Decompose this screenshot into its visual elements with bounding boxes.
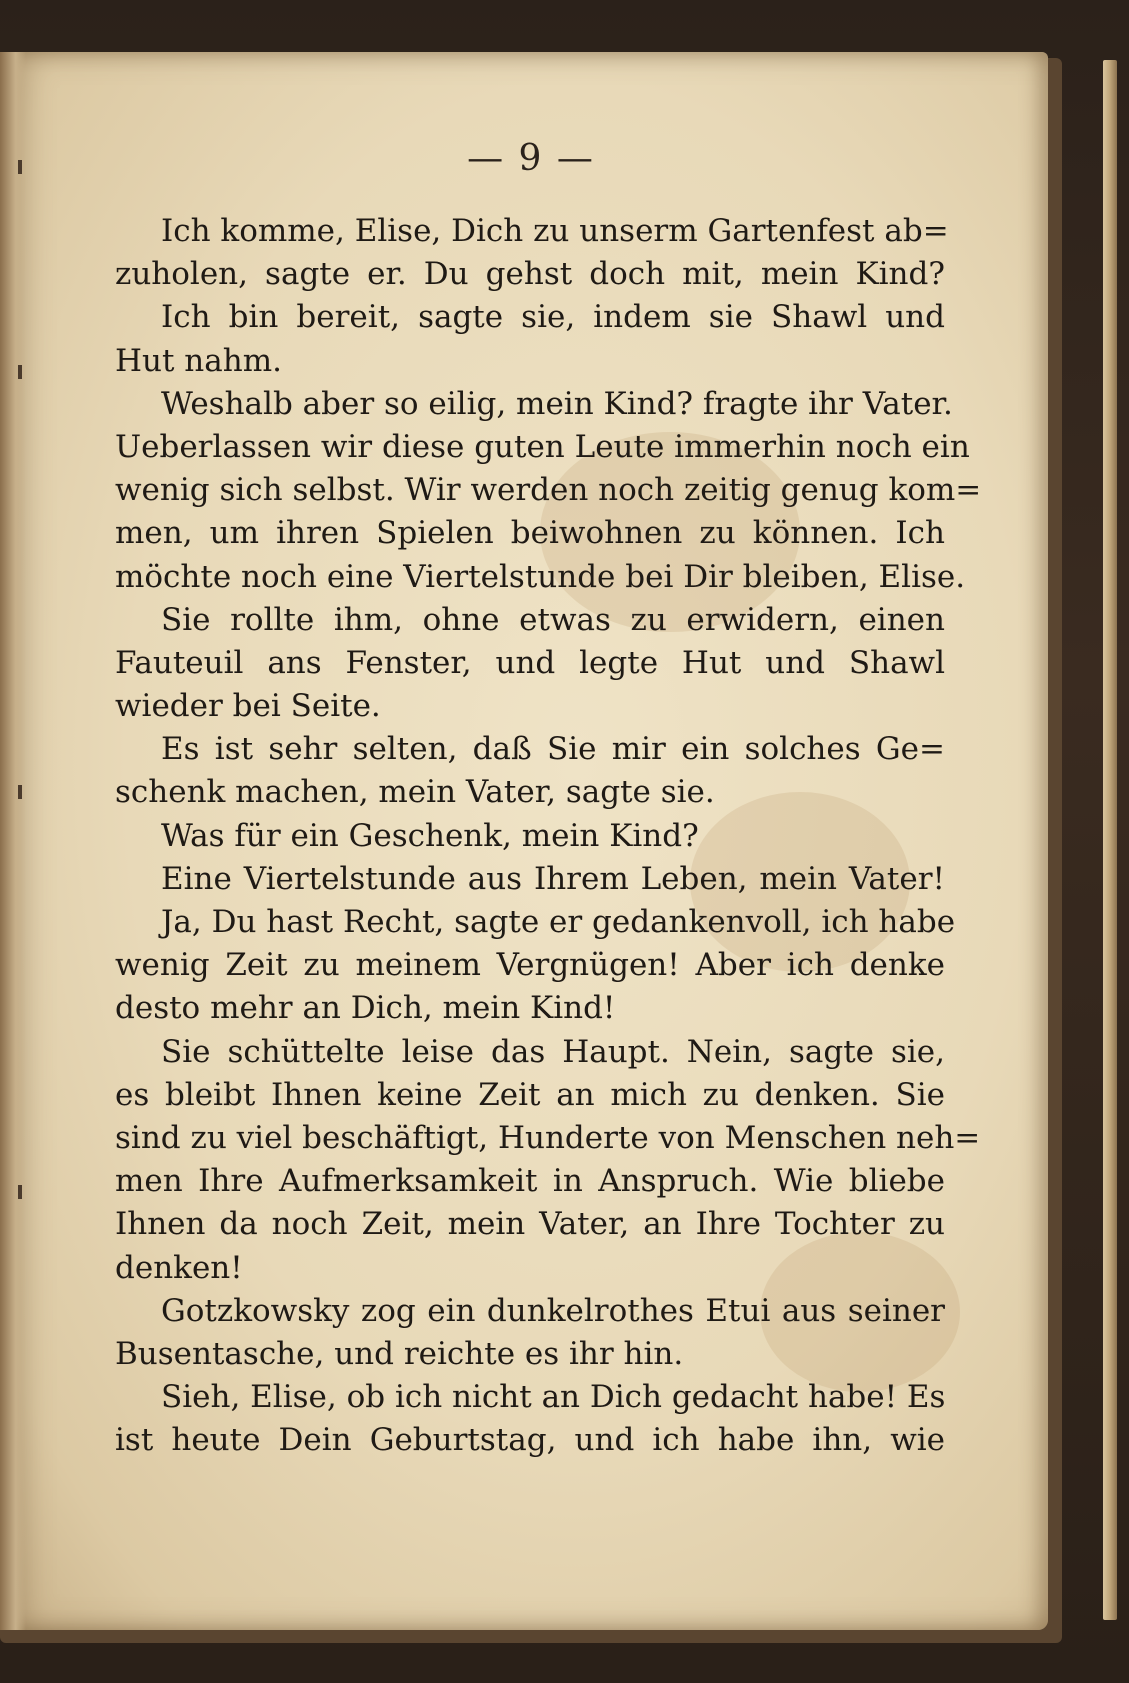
binding-mark (18, 1185, 22, 1199)
text-line: wenig sich selbst. Wir werden noch zeitig genug kom= (115, 472, 982, 509)
text-line: schenk machen, mein Vater, sagte sie. (115, 774, 715, 811)
text-line: Ich komme, Elise, Dich zu unserm Gartenfest ab= (161, 213, 949, 249)
text-line: desto mehr an Dich, mein Kind! (115, 990, 616, 1027)
text-line: ist heute Dein Geburtstag, und ich habe ihn, wie (115, 1422, 945, 1459)
text-line: wenig Zeit zu meinem Vergnügen! Aber ich denke (115, 947, 945, 984)
text-line: Ihnen da noch Zeit, mein Vater, an Ihre Tochter zu (115, 1206, 945, 1243)
text-line: Was für ein Geschenk, mein Kind? (161, 817, 699, 854)
text-line: wieder bei Seite. (115, 688, 381, 725)
text-line: Ueberlassen wir diese guten Leute immerhin noch ein (115, 428, 970, 465)
text-line: Es ist sehr selten, daß Sie mir ein solches Ge= (161, 731, 945, 768)
page-edge (1103, 60, 1117, 1620)
text-line: men, um ihren Spielen beiwohnen zu können. Ich (115, 515, 945, 552)
page-gutter (0, 52, 26, 1630)
text-line: Ja, Du hast Recht, sagte er gedankenvoll, ich habe (161, 904, 956, 940)
text-line: Busentasche, und reichte es ihr hin. (115, 1335, 684, 1372)
binding-mark (18, 365, 22, 379)
text-line: Sie rollte ihm, ohne etwas zu erwidern, einen (161, 601, 945, 638)
text-line: men Ihre Aufmerksamkeit in Anspruch. Wie bliebe (115, 1163, 945, 1200)
binding-mark (18, 160, 22, 174)
page-number: — 9 — (467, 138, 595, 179)
binding-mark (18, 785, 22, 799)
text-line: Fauteuil ans Fenster, und legte Hut und Shawl (115, 644, 945, 681)
text-line: Hut nahm. (115, 342, 282, 379)
text-line: zuholen, sagte er. Du gehst doch mit, mein Kind? (115, 256, 945, 293)
text-line: es bleibt Ihnen keine Zeit an mich zu denken. Sie (115, 1076, 945, 1113)
text-line: sind zu viel beschäftigt, Hunderte von Menschen neh= (115, 1119, 981, 1156)
body-text (115, 210, 982, 1462)
text-line: denken! (115, 1249, 243, 1286)
text-line: Gotzkowsky zog ein dunkelrothes Etui aus seiner (161, 1292, 945, 1329)
text-line: Ich bin bereit, sagte sie, indem sie Shawl und (161, 299, 945, 336)
text-line: Eine Viertelstunde aus Ihrem Leben, mein Vater! (161, 860, 945, 897)
text-line: Sieh, Elise, ob ich nicht an Dich gedacht habe! Es (161, 1379, 946, 1416)
text-line: Weshalb aber so eilig, mein Kind? fragte ihr Vater. (161, 385, 953, 422)
text-line: möchte noch eine Viertelstunde bei Dir bleiben, Elise. (115, 558, 966, 595)
text-line: Sie schüttelte leise das Haupt. Nein, sagte sie, (161, 1033, 945, 1070)
